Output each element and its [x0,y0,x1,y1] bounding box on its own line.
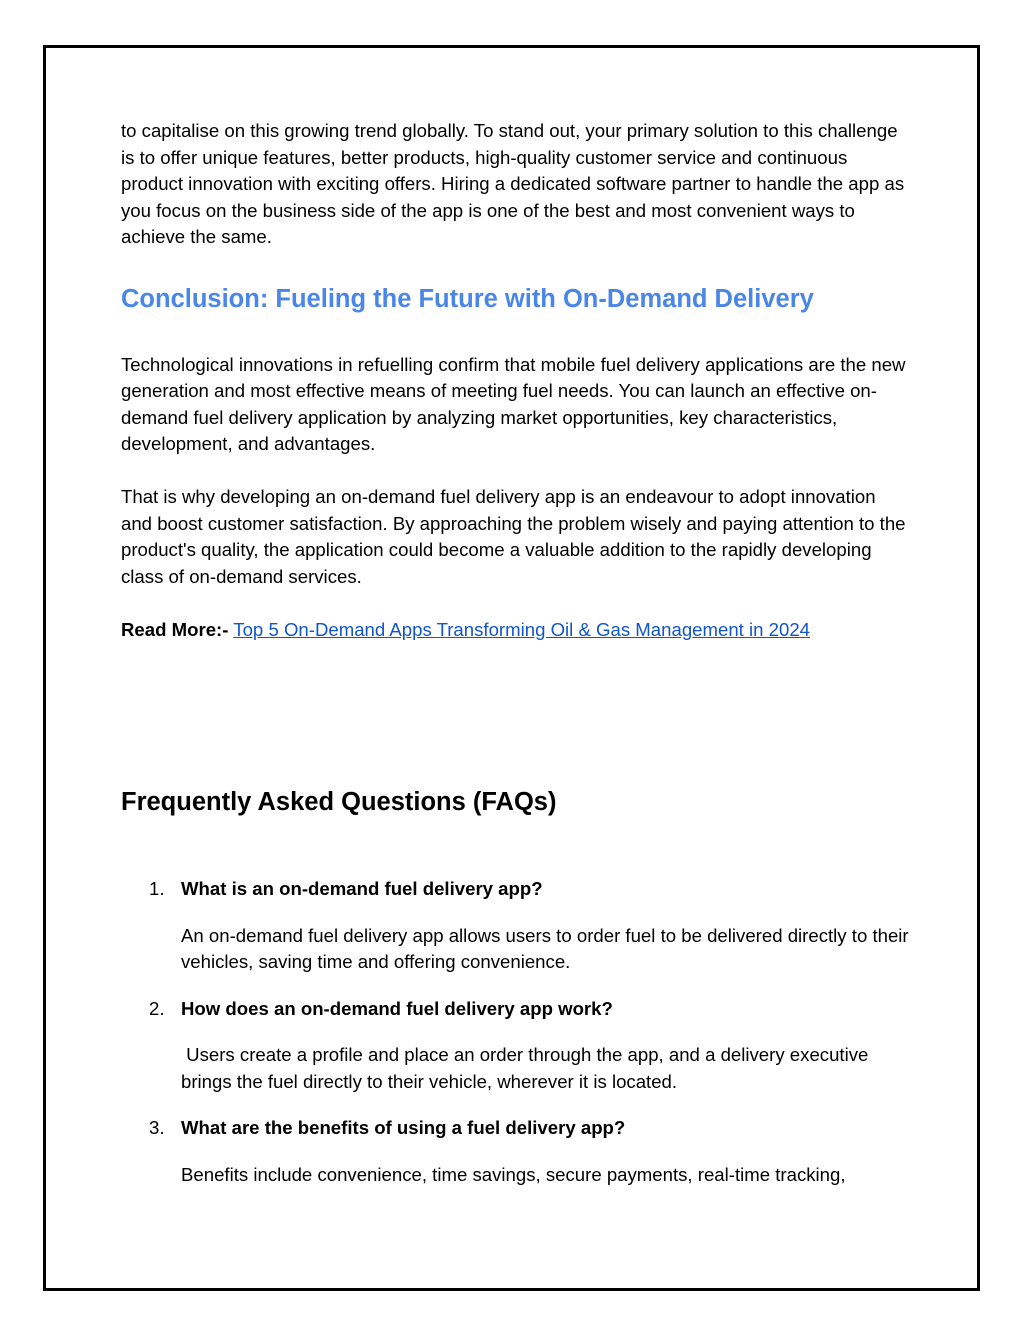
faq-heading: Frequently Asked Questions (FAQs) [121,788,557,816]
faq-number: 2. [149,997,165,1019]
faq-item [121,876,911,976]
faq-answer: Users create a profile and place an order through the app, and a delivery executive brings the fuel directly to their vehicle, wherever it is located. [181,1044,874,1092]
faq-question: What is an on-demand fuel delivery app? [181,878,543,899]
faq-list [121,876,911,1208]
faq-item [121,996,911,1096]
read-more-line [121,617,911,644]
faq-answer: An on-demand fuel delivery app allows users to order fuel to be delivered directly to their vehicles, saving time and offering convenience. [181,924,909,972]
faq-item [121,1115,911,1188]
read-more-label: Read More:- [121,618,229,640]
read-more-link[interactable]: Top 5 On-Demand Apps Transforming Oil & Gas Management in 2024 [233,618,811,640]
conclusion-heading: Conclusion: Fueling the Future with On-Demand Delivery [121,284,814,313]
faq-number: 1. [149,878,165,899]
faq-question: What are the benefits of using a fuel delivery app? [181,1117,626,1138]
conclusion-paragraph-2: That is why developing an on-demand fuel delivery app is an endeavour to adopt innovation and boost customer satisfaction. By approaching the problem wisely and paying attention to the product's quality, the application could become a valuable addition to the rapidly developing class of on-demand services. [121,486,906,587]
faq-question: How does an on-demand fuel delivery app work? [181,997,613,1019]
faq-number: 3. [149,1117,165,1138]
conclusion-paragraph-1: Technological innovations in refuelling confirm that mobile fuel delivery applications are the new generation and most effective means of meeting fuel needs. You can launch an effective on-demand fuel delivery application by analyzing market opportunities, key characteristics, development, and advantages. [121,353,906,454]
faq-answer: Benefits include convenience, time savings, secure payments, real-time tracking, [181,1163,846,1185]
intro-paragraph: to capitalise on this growing trend globally. To stand out, your primary solution to this challenge is to offer unique features, better products, high-quality customer service and continuous product innovation with exciting offers. Hiring a dedicated software partner to handle the app as you focus on the business side of the app is one of the best and most convenient ways to achieve the same. [121,120,905,247]
document-body [121,118,911,643]
